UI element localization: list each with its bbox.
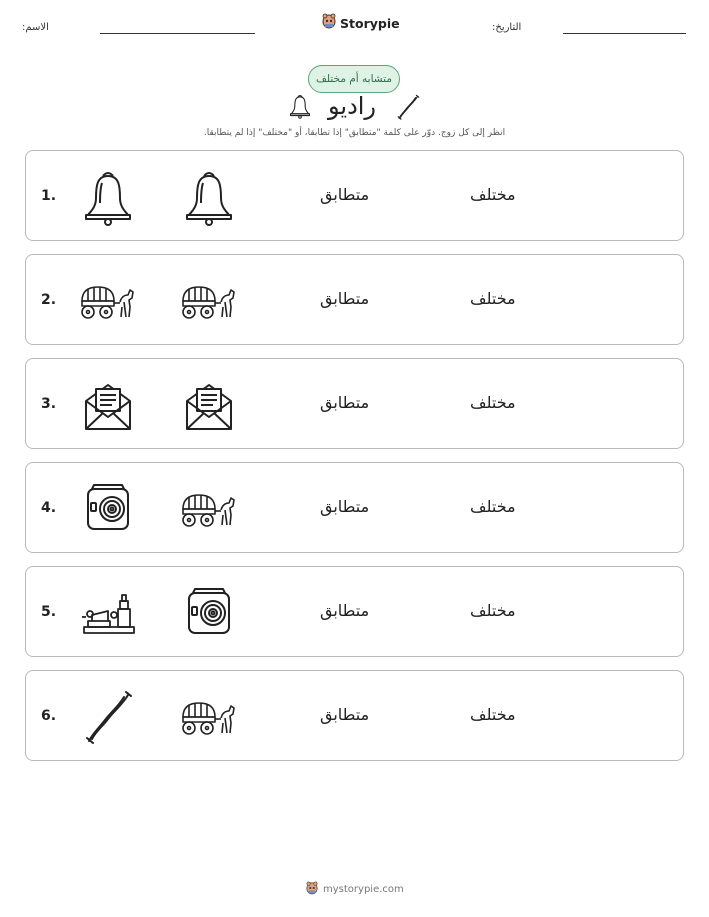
envelope-letter-icon	[179, 375, 239, 435]
footer	[306, 880, 404, 899]
exercise-row	[25, 670, 684, 761]
different-choice[interactable]: مختلف	[470, 705, 516, 724]
storypie-mascot-icon	[306, 880, 318, 899]
horse-wagon-icon	[78, 271, 138, 331]
horse-wagon-icon	[179, 687, 239, 747]
different-choice[interactable]: مختلف	[470, 497, 516, 516]
radio-antenna-icon	[78, 687, 138, 747]
bell-icon	[179, 167, 239, 227]
instructions: انظر إلى كل زوج. دوّر على كلمة "متطابق" إذا تطابقا، أو "مختلف" إذا لم يتطابقا.	[203, 128, 506, 138]
bell-icon	[287, 92, 313, 124]
title-word: راديو	[328, 92, 377, 120]
row-number: 4.	[41, 500, 57, 516]
speaker-cube-icon	[179, 583, 239, 643]
same-choice[interactable]: متطابق	[320, 289, 370, 308]
brand-name: Storypie	[340, 15, 400, 31]
title-badge: متشابه أم مختلف	[308, 65, 400, 93]
same-choice[interactable]: متطابق	[320, 705, 370, 724]
same-choice[interactable]: متطابق	[320, 393, 370, 412]
envelope-letter-icon	[78, 375, 138, 435]
footer-url[interactable]: mystorypie.com	[323, 884, 404, 895]
row-number: 5.	[41, 604, 57, 620]
row-number: 2.	[41, 292, 57, 308]
same-choice[interactable]: متطابق	[320, 601, 370, 620]
exercise-row	[25, 150, 684, 241]
exercise-row	[25, 566, 684, 657]
speaker-cube-icon	[78, 479, 138, 539]
horse-wagon-icon	[179, 479, 239, 539]
row-number: 3.	[41, 396, 57, 412]
name-line[interactable]	[100, 33, 255, 34]
horse-wagon-icon	[179, 271, 239, 331]
telegraph-key-icon	[78, 583, 138, 643]
date-label: التاريخ:	[492, 22, 522, 33]
different-choice[interactable]: مختلف	[470, 601, 516, 620]
bell-icon	[78, 167, 138, 227]
row-number: 1.	[41, 188, 57, 204]
same-choice[interactable]: متطابق	[320, 497, 370, 516]
storypie-mascot-icon	[322, 13, 336, 33]
exercise-row	[25, 462, 684, 553]
different-choice[interactable]: مختلف	[470, 393, 516, 412]
radio-antenna-icon	[394, 92, 422, 126]
exercise-row	[25, 254, 684, 345]
brand-logo	[322, 13, 400, 33]
row-number: 6.	[41, 708, 57, 724]
same-choice[interactable]: متطابق	[320, 185, 370, 204]
exercise-row	[25, 358, 684, 449]
name-label: الاسم:	[22, 22, 49, 33]
different-choice[interactable]: مختلف	[470, 185, 516, 204]
title-row	[0, 90, 709, 124]
different-choice[interactable]: مختلف	[470, 289, 516, 308]
date-line[interactable]	[563, 33, 686, 34]
